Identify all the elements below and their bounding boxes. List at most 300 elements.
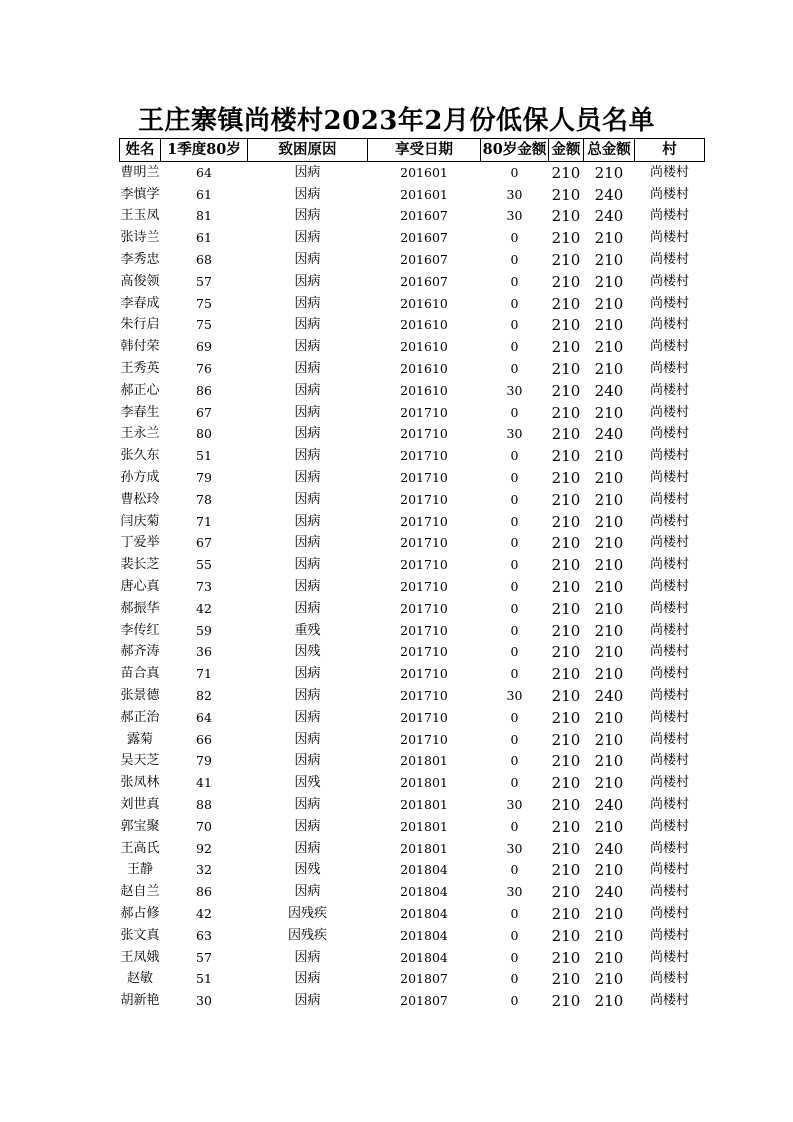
total-cell: 240 [594, 883, 624, 902]
table-row [120, 860, 705, 882]
village-cell: 尚楼村 [649, 775, 689, 791]
table-row [120, 533, 705, 555]
cause-cell: 因病 [294, 797, 321, 812]
date-cell: 201601 [400, 164, 448, 180]
cause-cell: 因残 [294, 644, 321, 660]
age-cell: 75 [196, 317, 212, 333]
header-amount: 金额 [549, 139, 584, 162]
name-cell: 裴长芝 [120, 557, 160, 573]
date-cell: 201607 [400, 230, 448, 246]
amount-80-cell: 0 [510, 622, 519, 638]
total-cell: 210 [594, 774, 624, 793]
village-cell: 尚楼村 [649, 622, 689, 638]
cause-cell: 因病 [294, 688, 321, 704]
cause-cell: 因残疾 [287, 927, 327, 943]
cause-cell: 因病 [294, 535, 321, 551]
table-row [120, 838, 705, 860]
village-cell: 尚楼村 [649, 600, 689, 616]
name-cell: 朱行启 [120, 317, 160, 333]
amount-80-cell: 30 [506, 840, 523, 856]
total-cell: 210 [594, 163, 624, 182]
date-cell: 201807 [400, 993, 448, 1009]
table-row [120, 751, 705, 773]
village-cell: 尚楼村 [649, 840, 689, 856]
header-start-date: 享受日期 [368, 139, 481, 162]
total-cell: 240 [594, 381, 624, 400]
amount-cell: 210 [551, 360, 581, 379]
amount-80-cell: 30 [506, 884, 523, 900]
amount-80-cell: 0 [510, 644, 519, 660]
table-row [120, 380, 705, 402]
name-cell: 郝正心 [120, 382, 160, 398]
name-cell: 张凤林 [120, 775, 160, 791]
date-cell: 201710 [400, 513, 448, 529]
date-cell: 201710 [400, 666, 448, 682]
age-cell: 67 [196, 535, 212, 551]
age-cell: 82 [196, 688, 212, 704]
village-cell: 尚楼村 [649, 666, 689, 682]
amount-cell: 210 [551, 708, 581, 727]
table-row [120, 772, 705, 794]
amount-80-cell: 0 [510, 862, 519, 878]
date-cell: 201804 [400, 884, 448, 900]
age-cell: 57 [196, 949, 212, 965]
age-cell: 71 [196, 666, 212, 682]
name-cell: 赵敏 [126, 971, 153, 987]
table-row [120, 336, 705, 358]
date-cell: 201807 [400, 971, 448, 987]
name-cell: 胡新艳 [120, 993, 160, 1009]
age-cell: 69 [196, 339, 212, 355]
name-cell: 丁爱举 [120, 535, 160, 551]
age-cell: 63 [196, 927, 212, 943]
table-row [120, 947, 705, 969]
total-cell: 210 [594, 992, 624, 1011]
name-cell: 张久东 [120, 448, 160, 464]
age-cell: 64 [196, 164, 212, 180]
total-cell: 210 [594, 229, 624, 248]
total-cell: 210 [594, 316, 624, 335]
amount-80-cell: 0 [510, 600, 519, 616]
total-cell: 210 [594, 469, 624, 488]
amount-80-cell: 0 [510, 404, 519, 420]
total-cell: 210 [594, 948, 624, 967]
village-cell: 尚楼村 [649, 295, 689, 311]
village-cell: 尚楼村 [649, 361, 689, 377]
age-cell: 51 [196, 971, 212, 987]
name-cell: 张诗兰 [120, 230, 160, 246]
age-cell: 42 [196, 905, 212, 921]
age-cell: 78 [196, 491, 212, 507]
village-cell: 尚楼村 [649, 993, 689, 1009]
total-cell: 210 [594, 294, 624, 313]
total-cell: 210 [594, 970, 624, 989]
name-cell: 郝占修 [120, 905, 160, 921]
village-cell: 尚楼村 [649, 513, 689, 529]
village-cell: 尚楼村 [649, 186, 689, 202]
total-cell: 210 [594, 338, 624, 357]
village-cell: 尚楼村 [649, 884, 689, 900]
age-cell: 88 [196, 797, 212, 812]
amount-80-cell: 0 [510, 775, 519, 791]
amount-80-cell: 0 [510, 753, 519, 769]
amount-cell: 210 [551, 229, 581, 248]
cause-cell: 因病 [294, 273, 321, 289]
table-row [120, 293, 705, 315]
amount-cell: 210 [551, 512, 581, 531]
date-cell: 201710 [400, 709, 448, 725]
amount-80-cell: 0 [510, 252, 519, 268]
amount-cell: 210 [551, 403, 581, 422]
village-cell: 尚楼村 [649, 927, 689, 943]
total-cell: 210 [594, 926, 624, 945]
age-cell: 67 [196, 404, 212, 420]
total-cell: 210 [594, 643, 624, 662]
age-cell: 51 [196, 448, 212, 464]
amount-80-cell: 30 [506, 382, 523, 398]
amount-cell: 210 [551, 839, 581, 858]
header-age-80-q1: 1季度80岁 [161, 139, 248, 162]
total-cell: 210 [594, 490, 624, 509]
village-cell: 尚楼村 [649, 818, 689, 834]
age-cell: 41 [196, 775, 212, 791]
age-cell: 42 [196, 600, 212, 616]
amount-cell: 210 [551, 294, 581, 313]
cause-cell: 因病 [294, 579, 321, 595]
date-cell: 201607 [400, 252, 448, 268]
date-cell: 201710 [400, 404, 448, 420]
amount-cell: 210 [551, 272, 581, 291]
name-cell: 郭宝聚 [120, 818, 160, 834]
amount-cell: 210 [551, 992, 581, 1011]
name-cell: 曹明兰 [120, 164, 160, 180]
village-cell: 尚楼村 [649, 164, 689, 180]
amount-80-cell: 0 [510, 579, 519, 595]
name-cell: 郝正治 [120, 709, 160, 725]
name-cell: 唐心真 [120, 579, 160, 595]
table-row [120, 206, 705, 228]
cause-cell: 因病 [294, 731, 321, 747]
amount-80-cell: 30 [506, 208, 523, 224]
age-cell: 81 [196, 208, 212, 224]
date-cell: 201610 [400, 382, 448, 398]
table-row [120, 249, 705, 271]
date-cell: 201710 [400, 557, 448, 573]
table-row [120, 620, 705, 642]
cause-cell: 因病 [294, 884, 321, 900]
name-cell: 王秀英 [120, 361, 160, 377]
age-cell: 64 [196, 709, 212, 725]
village-cell: 尚楼村 [649, 470, 689, 486]
age-cell: 73 [196, 579, 212, 595]
amount-cell: 210 [551, 251, 581, 270]
amount-80-cell: 0 [510, 927, 519, 943]
name-cell: 王玉凤 [120, 208, 160, 224]
village-cell: 尚楼村 [649, 317, 689, 333]
table-row [120, 925, 705, 947]
village-cell: 尚楼村 [649, 230, 689, 246]
table-row [120, 511, 705, 533]
village-cell: 尚楼村 [649, 382, 689, 398]
village-cell: 尚楼村 [649, 426, 689, 442]
date-cell: 201610 [400, 361, 448, 377]
amount-cell: 210 [551, 621, 581, 640]
amount-80-cell: 0 [510, 317, 519, 333]
amount-cell: 210 [551, 752, 581, 771]
date-cell: 201710 [400, 622, 448, 638]
total-cell: 210 [594, 403, 624, 422]
total-cell: 240 [594, 687, 624, 706]
date-cell: 201804 [400, 862, 448, 878]
name-cell: 苗合真 [120, 666, 160, 682]
amount-cell: 210 [551, 207, 581, 226]
date-cell: 201710 [400, 688, 448, 704]
village-cell: 尚楼村 [649, 535, 689, 551]
amount-cell: 210 [551, 490, 581, 509]
table-row [120, 729, 705, 751]
village-cell: 尚楼村 [649, 753, 689, 769]
date-cell: 201710 [400, 731, 448, 747]
cause-cell: 因病 [294, 186, 321, 202]
amount-cell: 210 [551, 948, 581, 967]
header-cause: 致困原因 [248, 139, 368, 162]
table-row [120, 816, 705, 838]
header-name: 姓名 [120, 139, 161, 162]
total-cell: 210 [594, 621, 624, 640]
name-cell: 闫庆菊 [120, 513, 160, 529]
table-row [120, 271, 705, 293]
amount-cell: 210 [551, 185, 581, 204]
total-cell: 210 [594, 556, 624, 575]
amount-80-cell: 0 [510, 448, 519, 464]
cause-cell: 因病 [294, 993, 321, 1009]
amount-cell: 210 [551, 970, 581, 989]
amount-cell: 210 [551, 556, 581, 575]
total-cell: 240 [594, 839, 624, 858]
cause-cell: 因病 [294, 252, 321, 268]
table-row [120, 576, 705, 598]
table-row [120, 445, 705, 467]
name-cell: 李春生 [120, 404, 160, 420]
table-row [120, 707, 705, 729]
amount-80-cell: 0 [510, 230, 519, 246]
amount-cell: 210 [551, 687, 581, 706]
amount-80-cell: 0 [510, 709, 519, 725]
age-cell: 30 [196, 993, 212, 1009]
amount-cell: 210 [551, 861, 581, 880]
name-cell: 王静 [126, 862, 153, 878]
amount-80-cell: 0 [510, 971, 519, 987]
date-cell: 201710 [400, 491, 448, 507]
table-row [120, 402, 705, 424]
name-cell: 韩付荣 [120, 339, 160, 355]
village-cell: 尚楼村 [649, 491, 689, 507]
age-cell: 70 [196, 818, 212, 834]
amount-80-cell: 0 [510, 818, 519, 834]
amount-cell: 210 [551, 817, 581, 836]
total-cell: 210 [594, 360, 624, 379]
table-header-row [120, 139, 705, 162]
date-cell: 201801 [400, 775, 448, 791]
age-cell: 86 [196, 382, 212, 398]
amount-80-cell: 0 [510, 491, 519, 507]
total-cell: 210 [594, 708, 624, 727]
date-cell: 201801 [400, 840, 448, 856]
table-row [120, 685, 705, 707]
village-cell: 尚楼村 [649, 252, 689, 268]
village-cell: 尚楼村 [649, 949, 689, 965]
date-cell: 201710 [400, 470, 448, 486]
date-cell: 201804 [400, 905, 448, 921]
table-row [120, 554, 705, 576]
name-cell: 郝齐涛 [120, 644, 160, 660]
amount-80-cell: 0 [510, 557, 519, 573]
total-cell: 210 [594, 272, 624, 291]
table-row [120, 162, 705, 184]
amount-cell: 210 [551, 163, 581, 182]
age-cell: 32 [196, 862, 212, 878]
total-cell: 210 [594, 578, 624, 597]
total-cell: 210 [594, 665, 624, 684]
age-cell: 75 [196, 295, 212, 311]
cause-cell: 因病 [294, 208, 321, 224]
table-row [120, 881, 705, 903]
date-cell: 201801 [400, 797, 448, 812]
cause-cell: 因病 [294, 317, 321, 333]
date-cell: 201607 [400, 273, 448, 289]
table-row [120, 315, 705, 337]
total-cell: 210 [594, 904, 624, 923]
age-cell: 59 [196, 622, 212, 638]
header-total-amount: 总金额 [584, 139, 635, 162]
amount-80-cell: 0 [510, 339, 519, 355]
age-cell: 61 [196, 186, 212, 202]
cause-cell: 重残 [294, 622, 321, 638]
name-cell: 刘世真 [120, 797, 160, 812]
date-cell: 201710 [400, 600, 448, 616]
total-cell: 210 [594, 251, 624, 270]
cause-cell: 因病 [294, 230, 321, 246]
amount-cell: 210 [551, 534, 581, 553]
name-cell: 王凤娥 [120, 949, 160, 965]
table-row [120, 598, 705, 620]
cause-cell: 因病 [294, 339, 321, 355]
amount-cell: 210 [551, 643, 581, 662]
amount-cell: 210 [551, 774, 581, 793]
amount-cell: 210 [551, 469, 581, 488]
table-row [120, 358, 705, 380]
village-cell: 尚楼村 [649, 448, 689, 464]
amount-cell: 210 [551, 730, 581, 749]
village-cell: 尚楼村 [649, 731, 689, 747]
amount-cell: 210 [551, 599, 581, 618]
table-row [120, 184, 705, 206]
cause-cell: 因病 [294, 971, 321, 987]
village-cell: 尚楼村 [649, 579, 689, 595]
table-row [120, 990, 705, 1012]
name-cell: 张文真 [120, 927, 160, 943]
cause-cell: 因病 [294, 949, 321, 965]
age-cell: 36 [196, 644, 212, 660]
amount-80-cell: 0 [510, 295, 519, 311]
name-cell: 王永兰 [120, 426, 160, 442]
cause-cell: 因病 [294, 600, 321, 616]
amount-cell: 210 [551, 926, 581, 945]
amount-80-cell: 0 [510, 164, 519, 180]
date-cell: 201710 [400, 535, 448, 551]
age-cell: 66 [196, 731, 212, 747]
table-row [120, 424, 705, 446]
cause-cell: 因病 [294, 491, 321, 507]
table-row [120, 227, 705, 249]
amount-80-cell: 0 [510, 949, 519, 965]
age-cell: 79 [196, 753, 212, 769]
amount-80-cell: 0 [510, 905, 519, 921]
age-cell: 61 [196, 230, 212, 246]
date-cell: 201710 [400, 644, 448, 660]
village-cell: 尚楼村 [649, 644, 689, 660]
table-row [120, 968, 705, 990]
cause-cell: 因病 [294, 666, 321, 682]
name-cell: 张景德 [120, 688, 160, 704]
amount-80-cell: 30 [506, 688, 523, 704]
amount-80-cell: 30 [506, 186, 523, 202]
village-cell: 尚楼村 [649, 905, 689, 921]
table-row [120, 794, 705, 816]
cause-cell: 因病 [294, 382, 321, 398]
date-cell: 201804 [400, 949, 448, 965]
date-cell: 201610 [400, 317, 448, 333]
table-body [120, 162, 705, 1013]
date-cell: 201601 [400, 186, 448, 202]
cause-cell: 因病 [294, 753, 321, 769]
cause-cell: 因病 [294, 709, 321, 725]
age-cell: 92 [196, 840, 212, 856]
village-cell: 尚楼村 [649, 709, 689, 725]
total-cell: 210 [594, 752, 624, 771]
name-cell: 吴天芝 [120, 753, 160, 769]
village-cell: 尚楼村 [649, 862, 689, 878]
cause-cell: 因病 [294, 818, 321, 834]
name-cell: 王高氏 [120, 840, 160, 856]
cause-cell: 因残 [294, 775, 321, 791]
recipient-table [119, 138, 705, 1012]
age-cell: 86 [196, 884, 212, 900]
village-cell: 尚楼村 [649, 797, 689, 812]
age-cell: 79 [196, 470, 212, 486]
date-cell: 201710 [400, 426, 448, 442]
name-cell: 高俊领 [120, 273, 160, 289]
amount-80-cell: 0 [510, 470, 519, 486]
amount-80-cell: 0 [510, 731, 519, 747]
date-cell: 201801 [400, 753, 448, 769]
total-cell: 240 [594, 185, 624, 204]
total-cell: 240 [594, 207, 624, 226]
amount-80-cell: 0 [510, 666, 519, 682]
amount-cell: 210 [551, 425, 581, 444]
page-title: 王庄寨镇尚楼村2023年2月份低保人员名单 [138, 106, 655, 136]
cause-cell: 因残疾 [287, 905, 327, 921]
age-cell: 55 [196, 557, 212, 573]
village-cell: 尚楼村 [649, 339, 689, 355]
amount-cell: 210 [551, 665, 581, 684]
total-cell: 210 [594, 861, 624, 880]
total-cell: 210 [594, 817, 624, 836]
age-cell: 68 [196, 252, 212, 268]
total-cell: 210 [594, 730, 624, 749]
date-cell: 201610 [400, 339, 448, 355]
header-80-amount: 80岁金额 [481, 139, 549, 162]
